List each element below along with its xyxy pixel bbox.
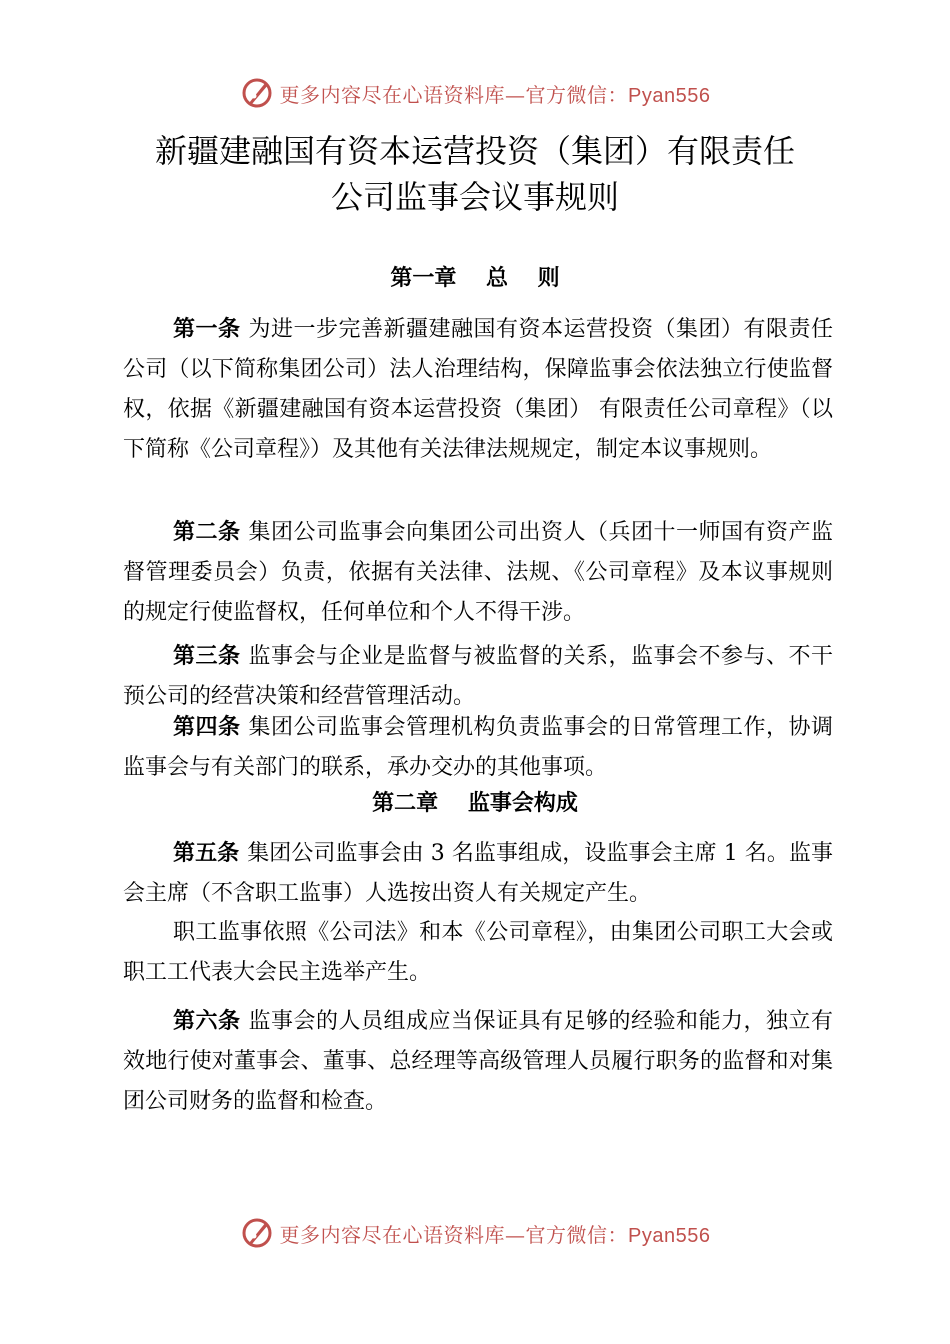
watermark-header xyxy=(0,73,950,113)
watermark-text: 更多内容尽在心语资料库—官方微信：Pyan556 xyxy=(279,1222,711,1247)
article-5-paragraph-2: 职工监事依照《公司法》和本《公司章程》，由集团公司职工大会或职工工代表大会民主选举产生。 xyxy=(123,920,833,985)
article-5-text: 集团公司监事会由 3 名监事组成，设监事会主席 1 名。监事会主席（不含职工监事）人选按出资人有关规定产生。 xyxy=(123,841,833,906)
chapter-1-heading: 第一章 总 则 xyxy=(390,266,560,291)
watermark-wechat-id: Pyan556 xyxy=(628,84,711,107)
document-title xyxy=(100,128,850,220)
quill-logo-icon xyxy=(240,76,274,110)
watermark-text: 更多内容尽在心语资料库—官方微信：Pyan556 xyxy=(279,82,711,107)
article-4-text: 集团公司监事会管理机构负责监事会的日常管理工作，协调监事会与有关部门的联系，承办交办的其他事项。 xyxy=(123,715,833,780)
article-4-label: 第四条 xyxy=(173,715,241,740)
article-2-label: 第二条 xyxy=(173,520,241,545)
watermark-footer xyxy=(0,1213,950,1253)
article-6-text: 监事会的人员组成应当保证具有足够的经验和能力，独立有效地行使对董事会、董事、总经理等高级管理人员履行职务的监督和对集团公司财务的监督和检查。 xyxy=(123,1009,833,1114)
article-5-label: 第五条 xyxy=(173,841,240,866)
watermark-wechat-id: Pyan556 xyxy=(628,1224,711,1247)
title-line-2: 公司监事会议事规则 xyxy=(330,178,619,216)
article-1-label: 第一条 xyxy=(173,317,241,342)
article-1-text: 为进一步完善新疆建融国有资本运营投资（集团）有限责任公司（以下简称集团公司）法人治理结构，保障监事会依法独立行使监督权，依据《新疆建融国有资本运营投资（集团） 有限责任公司章程》（以下简称《公司章程》）及其他有关法律法规规定，制定本议事规则。 xyxy=(123,317,833,462)
article-6 xyxy=(123,1002,833,1122)
article-6-label: 第六条 xyxy=(173,1009,241,1034)
quill-logo-icon xyxy=(240,1216,274,1250)
article-3-text: 监事会与企业是监督与被监督的关系，监事会不参与、不干预公司的经营决策和经营管理活动。 xyxy=(123,644,833,709)
article-4 xyxy=(123,708,833,788)
article-5 xyxy=(123,834,833,914)
article-2-text: 集团公司监事会向集团公司出资人（兵团十一师国有资产监督管理委员会）负责，依据有关法律、法规、《公司章程》及本议事规则的规定行使监督权，任何单位和个人不得干涉。 xyxy=(123,520,833,625)
chapter-2-heading: 第二章 监事会构成 xyxy=(372,791,578,816)
title-line-1: 新疆建融国有资本运营投资（集团）有限责任 xyxy=(154,132,795,170)
article-2 xyxy=(123,513,833,633)
article-3 xyxy=(123,637,833,717)
article-3-label: 第三条 xyxy=(173,644,241,669)
article-1 xyxy=(123,310,833,470)
